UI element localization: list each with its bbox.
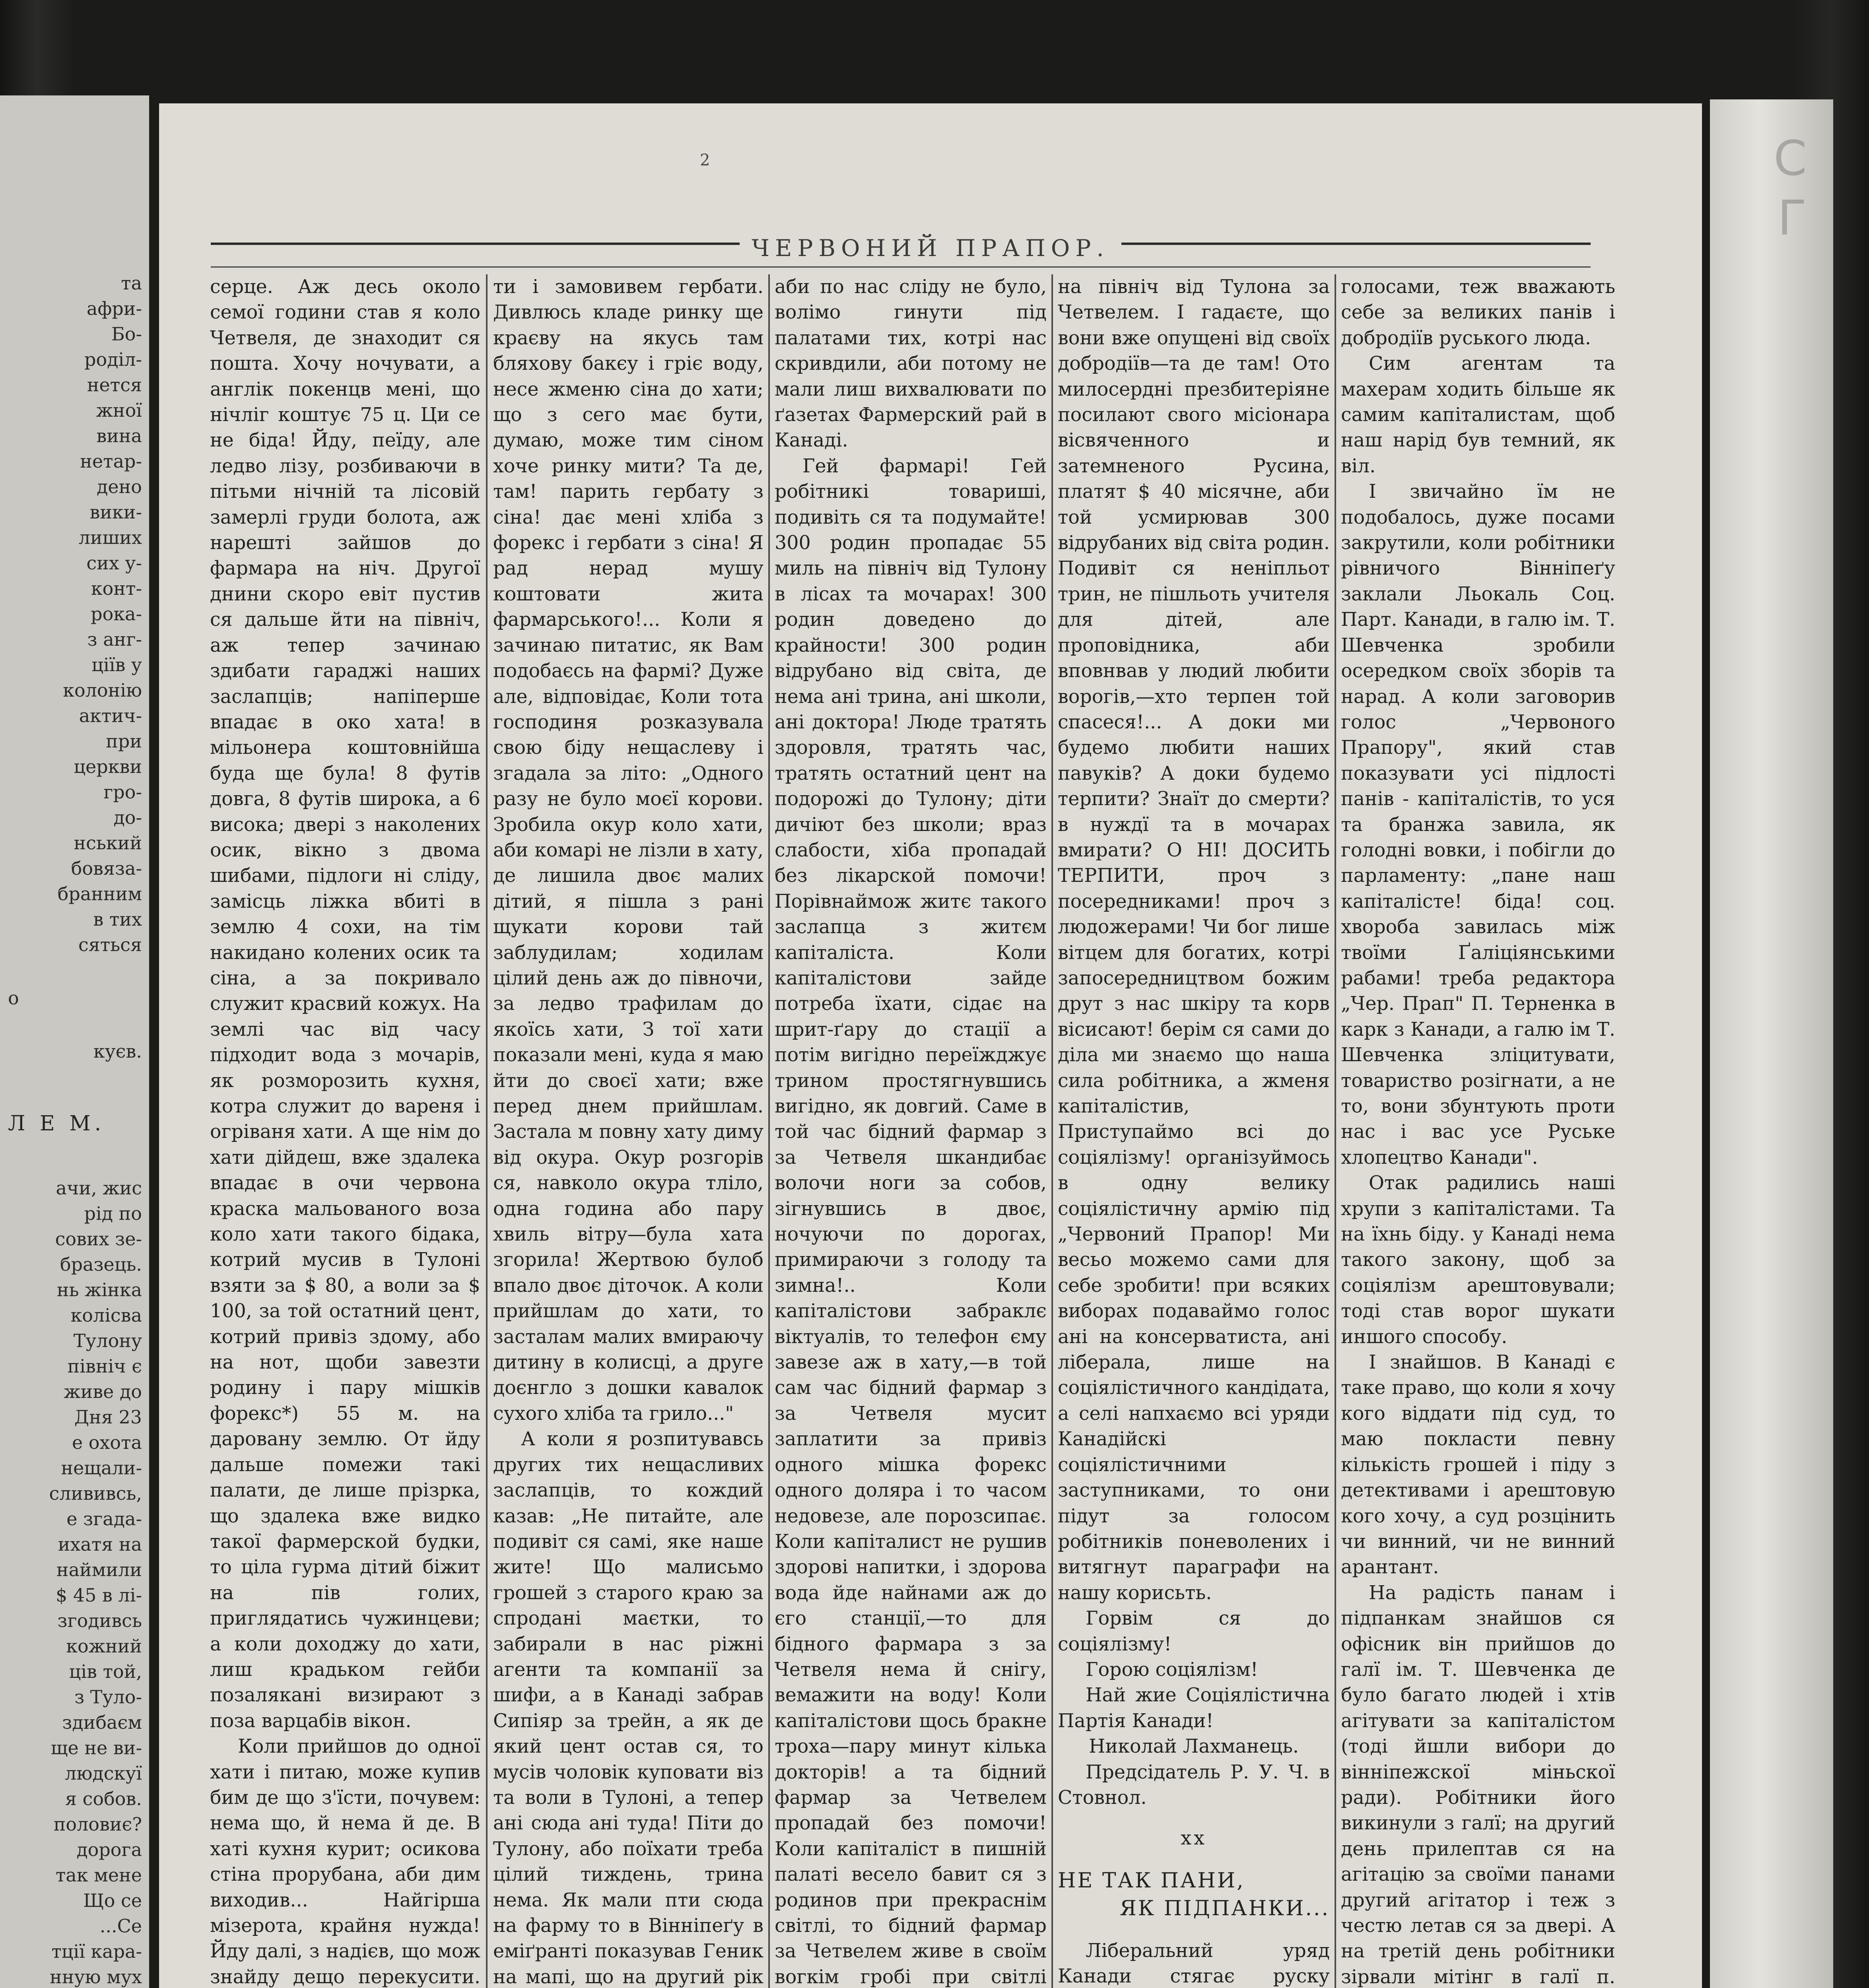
left-fragment-line: так мене: [55, 1864, 142, 1886]
column-rule-1: [486, 274, 488, 1988]
left-fragment-line: е охота: [72, 1432, 142, 1453]
left-fragment-line: ців той,: [69, 1661, 142, 1682]
left-fragment-line: ...Се: [99, 1915, 142, 1937]
left-fragment-line: кожний: [66, 1635, 142, 1657]
left-fragment-line: гро-: [103, 781, 142, 803]
left-fragment-line: нь жінка: [56, 1279, 142, 1301]
left-fragment-line: та: [121, 272, 142, 294]
left-fragment-line: тції кара-: [51, 1941, 142, 1962]
left-fragment-line: дено: [97, 476, 142, 497]
column-rule-2: [768, 274, 770, 1988]
article-column-1: [210, 274, 480, 1988]
left-fragment-line: вики-: [89, 501, 142, 523]
left-fragment-line: нетар-: [80, 450, 142, 472]
left-fragment-line: бранним: [57, 883, 142, 905]
left-fragment-line: бразець.: [60, 1254, 142, 1275]
left-page-fragment: [0, 95, 149, 1988]
right-binding-strip: [1710, 99, 1833, 1988]
left-fragment-line: лиших: [78, 527, 142, 548]
article-column-2: [493, 274, 764, 1988]
paragraph: Най жие Соціялістична Партія Канади!: [1058, 1684, 1330, 1732]
left-fragment-heading: Л Е М.: [8, 1112, 105, 1136]
left-fragment-line: рід по: [84, 1203, 142, 1224]
column-rule-4: [1335, 274, 1336, 1988]
paragraph: Горою соціялізм!: [1086, 1658, 1258, 1681]
paragraph: на північ від Тулона за Четвелем. І гадаєте, що вони вже опущені від своїх добродіїв—та де там! Ото милосердні презбитеріяне посилают свого місіонара вісвяченного и затемненого Русина, платят $ 40 місячне, аби той усмирював 300 відрубаних від світа родин. Подивіт ся неніпльот трин, не пішльоть учителя для дітей, але проповідника, аби вповнвав у людий любити ворогів,—хто терпен той спасеся!... А доки ми будемо любити наших павуків? А доки будемо терпити? Знаїт до смерти? в нуждї та в мочарах вмирати? О НІ! ДОСИТЬ ТЕРПИТИ, проч з посередниками! проч з людожерами! Чи бог лише вітцем для богатих, котрі запосередництвом божим друт з нас шкіру та корв вісисают! берім ся сами до діла ми знаємо що нашa сила робітника, а жменя капіталістив, Приступаймо всі до соціялізму! органiзуймось в одну велику соціялістичну армію під „Червоний Прапор! Ми весьо можемо сами для себе зробити! при всяких виборах подаваймо голос ані на консерватиста, ані ліберала, лише на соціялістичного кандідата, а селі напхаємо всі уряди Канадійскі соціялістичними заступниками, то они підут за голосом робітників поневолених і витягнут параграфи на нашу корисьть.: [1058, 276, 1330, 1604]
left-fragment-line: згодивсь: [57, 1610, 142, 1631]
left-fragment-mark-a: о: [8, 987, 19, 1009]
paragraph: Ліберальний уряд Канади стягає руску: [1058, 1939, 1330, 1988]
paragraph: ти і замовивем гербати. Дивлюсь кладе ринку ще краєву на якусь там бляхову бакєу і гріє воду, несе жменю сіна до хати; що з сего має бути, думаю, може тим сіном хоче ринку мити? Та де, там! парить гербату з сіна! дає мені хліба з форекс і гербати з сіна! Я рад нерад мушу коштовати жита фармарського!... Коли я зачинаю питатис, як Вам подобаєсь на фармі? Дуже але, відповідає, Коли тота господиня розказувала свою біду нещаслеву і згадала за літо: „Одного разу не було моєї корови. Зробила окур коло хати, аби комарі не лізли в хату, де лишила двоє малих дітий, я пішла з ранi щукати корови тай заблудилам; ходилам цілий день аж до півночи, за ледво трафилам до якоїсь хати, З тої хати показали мені, куда я маю йти до своєї хати; вже перед днем прийшлам. Застала м повну хату диму від окура. Окур розгорів ся, навколо окура тліло, одна година або пару хвиль вітру—була хата згорила! Жертвою булоб впало двоє діточок. А коли прийшлам до хати, то засталам малих вмираючу дитину в колисці, а друге доєнгло з дошки кавалок сухого хліба та грило...": [493, 276, 764, 1425]
left-fragment-line: при: [106, 730, 142, 752]
left-fragment-line: ачи, жис: [56, 1177, 142, 1199]
left-fragment-line: живе до: [64, 1381, 142, 1402]
left-fragment-line: рока-: [91, 603, 142, 625]
left-fragment-line: афри-: [86, 298, 142, 319]
masthead-title: [159, 235, 1702, 262]
left-fragment-line: сих у-: [86, 552, 142, 574]
paragraph: Коли прийшов до одної хати і питаю, може купив бим де що з'їсти, почувем: нема що, й нема й де. В хаті кухня курит; осикова стіна прорубана, аби дим виходив... Найгірша мізерота, крайня нужда! Йду далі, з надієв, що мож знайду дещо перекусити.: [210, 1736, 480, 1988]
left-fragment-line: актич-: [79, 705, 142, 726]
paragraph: Сим агентам та махерам ходить більше як самим капіталистам, щоб наш нарід був темний, як віл.: [1341, 353, 1615, 477]
left-fragment-line: слививсь,: [49, 1483, 142, 1504]
paragraph: Горвім ся до соціялізму!: [1058, 1607, 1330, 1655]
left-fragment-line: ихатя на: [58, 1534, 142, 1555]
left-fragment-line: в тих: [93, 909, 142, 930]
left-fragment-line: церкви: [74, 756, 142, 777]
left-fragment-line: Тулону: [73, 1330, 142, 1351]
paragraph: аби по нас сліду не було, волімо гинути під палатами тих, котрі нас скривдили, аби потому не мали лиш вихвалювати по ґазетах Фармерский рай в Канаді.: [775, 276, 1047, 452]
left-fragment-line: колонію: [63, 679, 142, 701]
paragraph: серце. Аж десь около семої години став я коло Четвеля, де знаходит ся пошта. Хочу ночувати, а англік покенцв мені, що нічліг коштує 75 ц. Ци се не біда! Йду, пеїду, але ледво лізу, розбиваючи в пітьми нічній та лісовій замерлі груди болота, аж нарешті зайшов до фармара на ніч. Другої днини скоро евіт пустив ся дальше йти на північ, аж тепер зачинаю здибати гараджі наших заслапців; напіперше впадає в око хата! в мільонера коштовнійша буда ще була! 8 футів довга, 8 футів широка, а 6 висока; двері з наколених осик, вікно з двома шибами, підлоги ні сліду, замісць ліжка вбиті в землю 4 сохи, на тім накидано колених осик та сіна, а за покривало служит красвий кожух. На землі час від часу підходит вода з мочарів, як розморозить кухня, котра служит до вареня і огріваня хати. А ще нім до хати дійдеш, вже здалека впадає в очи червона краска мальованого воза коло хати такого бідака, котрий мусив в Тулоні взяти за $ 80, а воли за $ 100, за той остатний цент, котрий привіз здому, або на нот, щоби завезти родину і пару мішків форекс*) 55 м. на даровану землю. От йду дальше помежи такі палати, де лише прізрка, що здалека вже видко такої фармерской будки, то ціла гурма дітий біжит на пів голих, приглядатись чужинцеви; а коли доходжу до хати, лиш крадьком гейби позалякані визирают з поза варцабів вікон.: [210, 276, 480, 1732]
left-fragment-line: роділ-: [84, 349, 142, 370]
left-fragment-line: ще не ви-: [51, 1737, 142, 1759]
strip-mark-1: С: [1774, 131, 1807, 186]
paragraph: І звичайно їм не подобалось, дуже посами закрутили, коли робітники рівничого Вінніпеґу заклали Льокаль Соц. Парт. Канади, в галю ім. Т. Шевченка зробили осередком своїх зборів та нарад. А коли заговорив голос „Червоного Прапору", який став показувати усі підлості панів - капіталістів, то уся та бранжа завила, як голодні вовки, і побігли до парламенту: „пане наш капіталісте! біда! соц. хвороба завилась між твоїми Ґаліціянськими рабами! треба редактора „Чер. Прап" П. Терненка в карк з Канади, а галю ім Т. Шевченка зліцитувати, товариство розігнати, а не то, вони збунтують проти нас і вас усе Руське хлопецтво Канади".: [1341, 481, 1615, 1169]
section-divider: хх: [1181, 1827, 1207, 1850]
article-column-3: [775, 274, 1047, 1988]
signature: Николай Лахманець.: [1089, 1736, 1299, 1758]
left-fragment-mark-b: куєв.: [93, 1041, 142, 1062]
left-fragment-line: половиє?: [53, 1813, 142, 1835]
strip-mark-2: Г: [1778, 191, 1807, 246]
paragraph: Отак радились наші хрупи з капіталістами. Та на їхнь біду. у Канаді нема такого закону, щоб за соціялізм арештовували; тоді став ворог шукати иншого способу.: [1341, 1172, 1615, 1348]
paragraph: голосами, теж вважають себе за великих панів і добродіїв руського люда.: [1341, 276, 1615, 349]
left-fragment-line: я собов.: [65, 1788, 142, 1809]
left-fragment-line: вина: [96, 425, 142, 447]
newspaper-page: [159, 103, 1702, 1988]
paragraph: Гей фармарі! Гей робітникі товариші, подивіть ся та подумайте! 300 родин пропадає 55 миль на північ від Тулону в лісах та мочарах! 300 родин доведено до крайности! 300 родин відрубано від світа, де нема ані трина, ані школи, ані доктора! Люде тратять здоровля, тратять час, тратять остатний цент на подорожі до Тулону; діти дичіют без школи; враз слабости, хіба пропадай без лікарской помочи! Порівнаймож житє такого заслапца з житєм капіталіста. Коли капіталістови зайде потреба їхати, сідає на шрит-ґару до стації а потім вигідно переїжджує трином простягнувшись вигідно, як довгий. Саме в той час бідний фармар з за Четвеля шкандибає волочи ноги за собов, зігнувшись в двоє, ночуючи по дорогах, примираючи з голоду та зимна!.. Коли капіталістови забраклє віктуалів, то телефон єму завезе аж в хату,—в той сам час бідний фармар з за Четвеля мусит заплатити за привіз одного мішка форекс одного доляра і то часом недовезе, але порозсипає. Коли капіталист не рушив здорові напитки, і здорова вода йде найнами аж до єго станції,—то для бідного фармара з за Четвеля нема й снігу, вемажити на воду! Коли капіталістови щось бракне троха—пару минут кілька докторів! а та бідний фармар за Четвелем пропадай без помочи! Коли капіталіст в пишній палаті весело бавит ся з родинов при прекраснім світлі, то бідний фармар за Четвелем живе в своїм вогкім гробі при світлі: [775, 455, 1047, 1988]
left-fragment-line: нется: [87, 374, 142, 396]
left-fragment-line: колісва: [70, 1305, 142, 1326]
left-fragment-top-lines: [0, 95, 149, 957]
left-fragment-line: дорога: [76, 1839, 142, 1860]
left-fragment-line: $ 45 в лі-: [55, 1584, 142, 1606]
left-fragment-line: Що се: [83, 1890, 142, 1911]
article-heading-line-1: НЕ ТАК ПАНИ,: [1058, 1868, 1245, 1893]
left-fragment-line: з Туло-: [74, 1686, 142, 1708]
paragraph: А коли я розпитувавсь других тих нещасливих заслапців, то кождий казав: „Не питайте, але подивіт ся самі, яке наше жите! Що малисьмо грошей з старого краю за спродані маєтки, то забирали в нас ріжні агенти та компанії за шифи, а в Канаді забрав Сипіяр за трейн, а як де який цент остав ся, то мусів чоловік куповати віз та воли в Тулоні, а тепер ані сюда ані туда! Піти до Тулону, або поїхати треба цілий тиждень, трина нема. Як мали пти сюда на фарму то в Вінніпеґу в еміґранті показував Геник на мапі, що на другий рік: [493, 1428, 764, 1988]
left-fragment-line: Дня 23: [74, 1406, 142, 1428]
left-fragment-line: сових зе-: [55, 1228, 142, 1250]
paragraph: На радість панам і підпанкам знайшов ся офісник він прийшов до галї ім. Т. Шевченка де було багато людей і хтів агітувати за капіталістом (тоді йшли вибори до вінніпежскої міньскої ради). Робітники його викинули з галї; на другий день прилептав ся на агітацію за своїми панами другий агітатор і теж з честю летав ся за двері. А на третій день робітники зірвали мітінг в галї п.: [1341, 1582, 1615, 1988]
header-rule-lower: [211, 266, 1591, 268]
left-fragment-line: е згада-: [66, 1508, 142, 1530]
left-fragment-line: бовяза-: [71, 858, 142, 879]
left-fragment-line: ціїв у: [91, 654, 142, 676]
left-fragment-bottom-lines: [0, 1175, 149, 1988]
left-fragment-line: Бо-: [111, 323, 142, 345]
paragraph: І знайшов. В Канаді є таке право, що коли я хочу кого віддати під суд, то маю покласти певну кількість грошей і піду з детективами і арештовую кого хочу, а суд розцінить чи винний, чи не винний арантант.: [1341, 1351, 1615, 1578]
article-column-5: [1341, 274, 1615, 1988]
left-fragment-line: наймили: [56, 1559, 142, 1580]
left-fragment-line: конт-: [91, 578, 142, 599]
page-number: 2: [700, 151, 710, 169]
left-fragment-line: північ є: [67, 1355, 142, 1377]
left-fragment-line: людскуї: [65, 1763, 142, 1784]
left-fragment-line: нную мух: [50, 1966, 142, 1988]
column-rule-3: [1051, 274, 1053, 1988]
signature-title: Предсідатель Р. У. Ч. в Стовнол.: [1058, 1761, 1330, 1809]
left-fragment-line: здибаєм: [62, 1712, 142, 1733]
left-fragment-line: нський: [74, 832, 142, 854]
left-fragment-line: з анг-: [87, 629, 142, 650]
article-heading-line-2: ЯК ПІДПАНКИ...: [1119, 1896, 1330, 1920]
masthead-text: ЧЕРВОНИЙ ПРАПОР.: [740, 235, 1121, 262]
article-column-4: [1058, 274, 1330, 1988]
left-fragment-line: до-: [113, 807, 142, 828]
left-fragment-line: нещали-: [61, 1457, 142, 1479]
left-fragment-line: сяться: [78, 934, 142, 955]
left-fragment-line: жної: [96, 400, 142, 421]
